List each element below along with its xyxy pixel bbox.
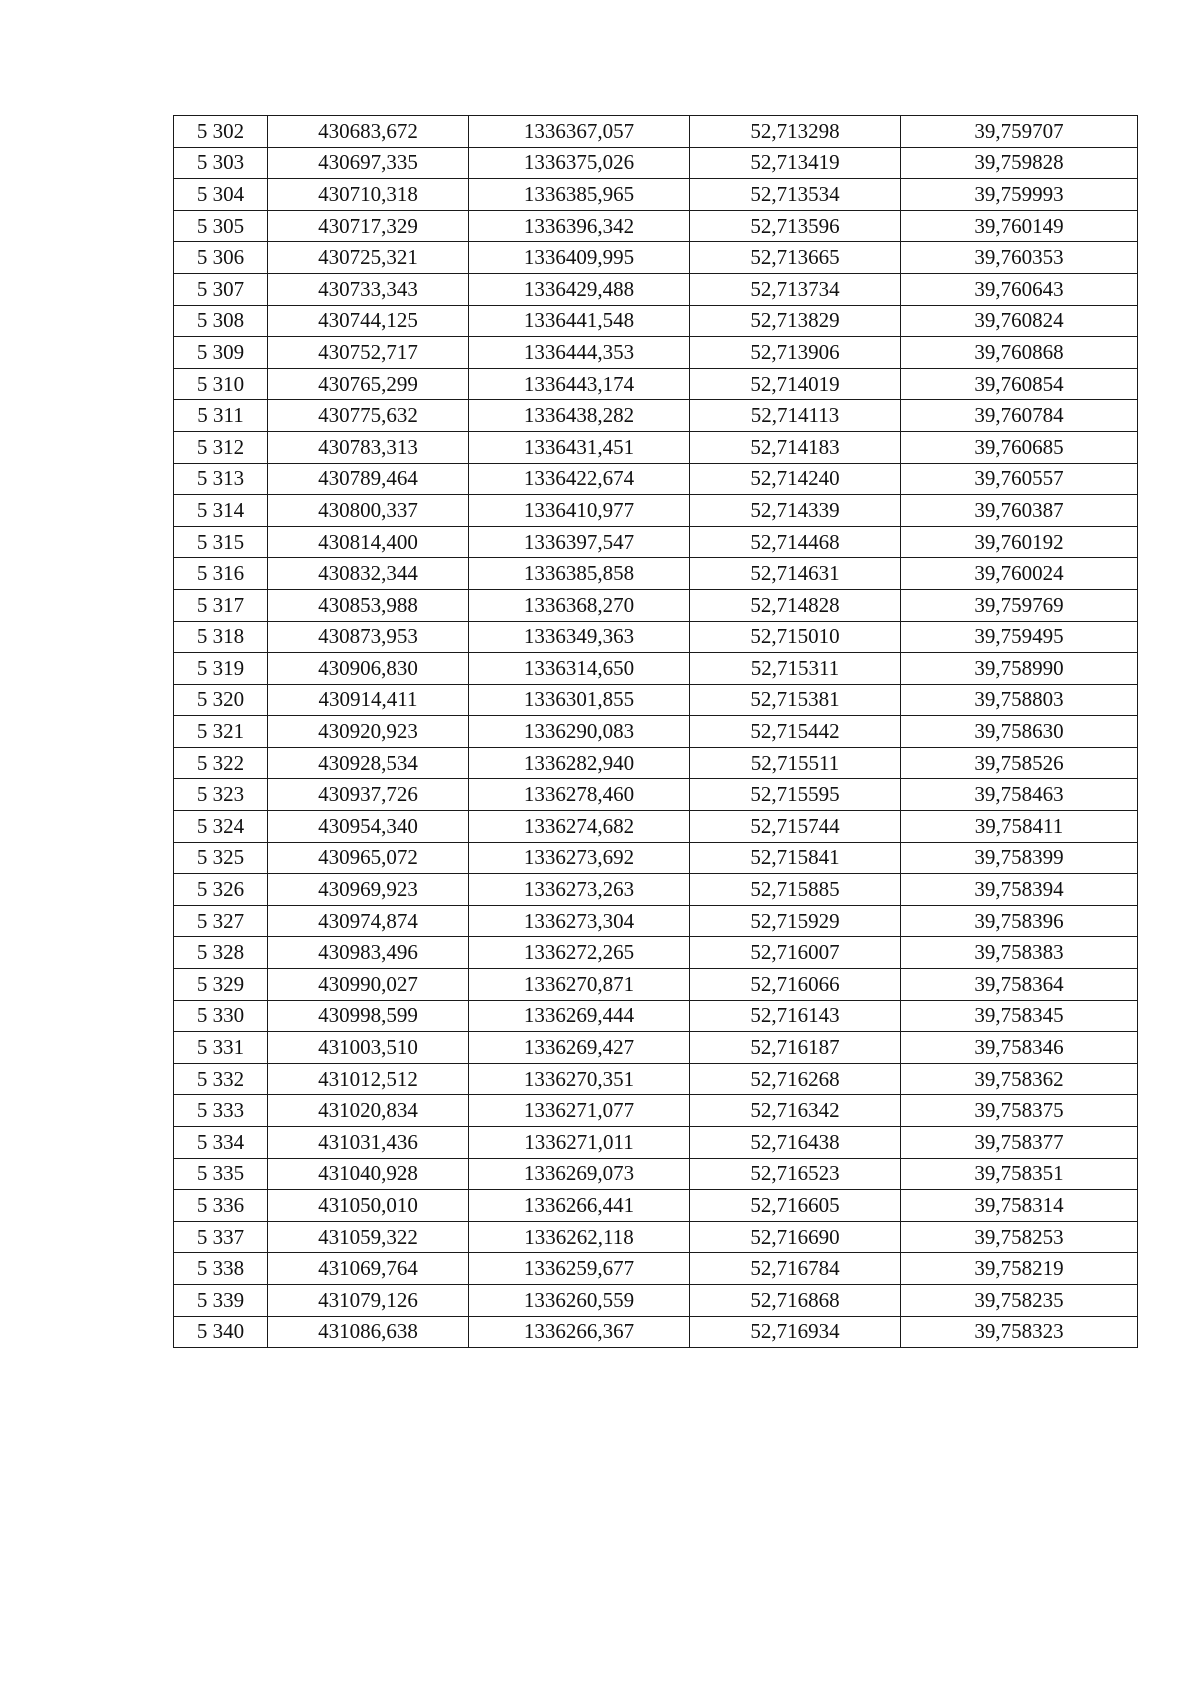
longitude-cell: 39,760557 [901,463,1138,495]
x-coordinate-cell: 430969,923 [268,874,469,906]
table-row [174,653,1138,685]
latitude-cell: 52,716143 [690,1000,901,1032]
y-coordinate-cell: 1336409,995 [469,242,690,274]
y-coordinate-cell: 1336349,363 [469,621,690,653]
latitude-cell: 52,716268 [690,1063,901,1095]
x-coordinate-cell: 430717,329 [268,210,469,242]
latitude-cell: 52,714631 [690,558,901,590]
point-number-cell: 5 315 [174,526,268,558]
point-number-cell: 5 332 [174,1063,268,1095]
latitude-cell: 52,715841 [690,842,901,874]
x-coordinate-cell: 430873,953 [268,621,469,653]
longitude-cell: 39,760868 [901,337,1138,369]
x-coordinate-cell: 430983,496 [268,937,469,969]
longitude-cell: 39,758362 [901,1063,1138,1095]
latitude-cell: 52,716438 [690,1127,901,1159]
point-number-cell: 5 334 [174,1127,268,1159]
point-number-cell: 5 330 [174,1000,268,1032]
y-coordinate-cell: 1336385,965 [469,179,690,211]
y-coordinate-cell: 1336260,559 [469,1284,690,1316]
x-coordinate-cell: 430906,830 [268,653,469,685]
point-number-cell: 5 318 [174,621,268,653]
longitude-cell: 39,759495 [901,621,1138,653]
point-number-cell: 5 312 [174,431,268,463]
x-coordinate-cell: 430697,335 [268,147,469,179]
point-number-cell: 5 321 [174,716,268,748]
table-row [174,1000,1138,1032]
longitude-cell: 39,760192 [901,526,1138,558]
coordinates-table [173,115,1138,1348]
latitude-cell: 52,713906 [690,337,901,369]
table-row [174,431,1138,463]
table-row [174,526,1138,558]
x-coordinate-cell: 430965,072 [268,842,469,874]
x-coordinate-cell: 431069,764 [268,1253,469,1285]
latitude-cell: 52,716934 [690,1316,901,1348]
longitude-cell: 39,758399 [901,842,1138,874]
y-coordinate-cell: 1336290,083 [469,716,690,748]
longitude-cell: 39,758377 [901,1127,1138,1159]
table-row [174,747,1138,779]
latitude-cell: 52,714468 [690,526,901,558]
point-number-cell: 5 324 [174,811,268,843]
longitude-cell: 39,758394 [901,874,1138,906]
latitude-cell: 52,713665 [690,242,901,274]
table-row [174,1221,1138,1253]
table-row [174,1127,1138,1159]
latitude-cell: 52,716523 [690,1158,901,1190]
longitude-cell: 39,758375 [901,1095,1138,1127]
longitude-cell: 39,758463 [901,779,1138,811]
y-coordinate-cell: 1336269,427 [469,1032,690,1064]
table-row [174,147,1138,179]
y-coordinate-cell: 1336278,460 [469,779,690,811]
table-row [174,1316,1138,1348]
latitude-cell: 52,715010 [690,621,901,653]
longitude-cell: 39,758803 [901,684,1138,716]
y-coordinate-cell: 1336270,871 [469,969,690,1001]
latitude-cell: 52,713298 [690,116,901,148]
point-number-cell: 5 307 [174,273,268,305]
table-row [174,558,1138,590]
point-number-cell: 5 316 [174,558,268,590]
latitude-cell: 52,715929 [690,905,901,937]
y-coordinate-cell: 1336431,451 [469,431,690,463]
x-coordinate-cell: 430800,337 [268,495,469,527]
latitude-cell: 52,715311 [690,653,901,685]
latitude-cell: 52,714240 [690,463,901,495]
latitude-cell: 52,715511 [690,747,901,779]
y-coordinate-cell: 1336259,677 [469,1253,690,1285]
table-row [174,1253,1138,1285]
y-coordinate-cell: 1336368,270 [469,589,690,621]
point-number-cell: 5 310 [174,368,268,400]
x-coordinate-cell: 430928,534 [268,747,469,779]
point-number-cell: 5 323 [174,779,268,811]
y-coordinate-cell: 1336443,174 [469,368,690,400]
x-coordinate-cell: 430832,344 [268,558,469,590]
latitude-cell: 52,715885 [690,874,901,906]
y-coordinate-cell: 1336422,674 [469,463,690,495]
point-number-cell: 5 304 [174,179,268,211]
table-row [174,210,1138,242]
table-row [174,116,1138,148]
table-row [174,1190,1138,1222]
x-coordinate-cell: 430765,299 [268,368,469,400]
longitude-cell: 39,758345 [901,1000,1138,1032]
longitude-cell: 39,758253 [901,1221,1138,1253]
point-number-cell: 5 336 [174,1190,268,1222]
table-row [174,368,1138,400]
x-coordinate-cell: 430853,988 [268,589,469,621]
x-coordinate-cell: 431012,512 [268,1063,469,1095]
longitude-cell: 39,758396 [901,905,1138,937]
table-row [174,400,1138,432]
point-number-cell: 5 338 [174,1253,268,1285]
x-coordinate-cell: 430752,717 [268,337,469,369]
longitude-cell: 39,758364 [901,969,1138,1001]
y-coordinate-cell: 1336375,026 [469,147,690,179]
latitude-cell: 52,716342 [690,1095,901,1127]
x-coordinate-cell: 431003,510 [268,1032,469,1064]
latitude-cell: 52,713829 [690,305,901,337]
y-coordinate-cell: 1336270,351 [469,1063,690,1095]
point-number-cell: 5 329 [174,969,268,1001]
longitude-cell: 39,758323 [901,1316,1138,1348]
y-coordinate-cell: 1336367,057 [469,116,690,148]
y-coordinate-cell: 1336396,342 [469,210,690,242]
y-coordinate-cell: 1336269,073 [469,1158,690,1190]
table-row [174,811,1138,843]
latitude-cell: 52,715381 [690,684,901,716]
x-coordinate-cell: 430937,726 [268,779,469,811]
x-coordinate-cell: 430683,672 [268,116,469,148]
latitude-cell: 52,714183 [690,431,901,463]
longitude-cell: 39,758346 [901,1032,1138,1064]
x-coordinate-cell: 430710,318 [268,179,469,211]
longitude-cell: 39,758411 [901,811,1138,843]
point-number-cell: 5 340 [174,1316,268,1348]
table-row [174,1095,1138,1127]
point-number-cell: 5 331 [174,1032,268,1064]
x-coordinate-cell: 431050,010 [268,1190,469,1222]
latitude-cell: 52,716066 [690,969,901,1001]
latitude-cell: 52,716690 [690,1221,901,1253]
point-number-cell: 5 303 [174,147,268,179]
x-coordinate-cell: 430990,027 [268,969,469,1001]
latitude-cell: 52,713596 [690,210,901,242]
point-number-cell: 5 328 [174,937,268,969]
longitude-cell: 39,760643 [901,273,1138,305]
longitude-cell: 39,758990 [901,653,1138,685]
point-number-cell: 5 311 [174,400,268,432]
latitude-cell: 52,714113 [690,400,901,432]
latitude-cell: 52,716605 [690,1190,901,1222]
x-coordinate-cell: 430744,125 [268,305,469,337]
table-row [174,273,1138,305]
y-coordinate-cell: 1336429,488 [469,273,690,305]
coordinates-table-body [174,116,1138,1348]
point-number-cell: 5 325 [174,842,268,874]
x-coordinate-cell: 430920,923 [268,716,469,748]
table-row [174,242,1138,274]
table-row [174,337,1138,369]
point-number-cell: 5 320 [174,684,268,716]
y-coordinate-cell: 1336271,077 [469,1095,690,1127]
y-coordinate-cell: 1336314,650 [469,653,690,685]
longitude-cell: 39,760024 [901,558,1138,590]
y-coordinate-cell: 1336397,547 [469,526,690,558]
table-row [174,937,1138,969]
point-number-cell: 5 327 [174,905,268,937]
y-coordinate-cell: 1336273,263 [469,874,690,906]
y-coordinate-cell: 1336266,367 [469,1316,690,1348]
table-row [174,589,1138,621]
x-coordinate-cell: 430814,400 [268,526,469,558]
table-row [174,716,1138,748]
table-row [174,179,1138,211]
y-coordinate-cell: 1336441,548 [469,305,690,337]
point-number-cell: 5 306 [174,242,268,274]
x-coordinate-cell: 430914,411 [268,684,469,716]
x-coordinate-cell: 430998,599 [268,1000,469,1032]
table-row [174,1284,1138,1316]
y-coordinate-cell: 1336271,011 [469,1127,690,1159]
table-row [174,842,1138,874]
point-number-cell: 5 302 [174,116,268,148]
point-number-cell: 5 333 [174,1095,268,1127]
table-row [174,1063,1138,1095]
latitude-cell: 52,715595 [690,779,901,811]
longitude-cell: 39,759993 [901,179,1138,211]
longitude-cell: 39,759828 [901,147,1138,179]
longitude-cell: 39,760854 [901,368,1138,400]
point-number-cell: 5 317 [174,589,268,621]
y-coordinate-cell: 1336282,940 [469,747,690,779]
x-coordinate-cell: 430789,464 [268,463,469,495]
x-coordinate-cell: 431086,638 [268,1316,469,1348]
point-number-cell: 5 308 [174,305,268,337]
longitude-cell: 39,760824 [901,305,1138,337]
y-coordinate-cell: 1336301,855 [469,684,690,716]
latitude-cell: 52,715744 [690,811,901,843]
y-coordinate-cell: 1336273,692 [469,842,690,874]
table-row [174,1032,1138,1064]
longitude-cell: 39,760149 [901,210,1138,242]
y-coordinate-cell: 1336262,118 [469,1221,690,1253]
table-row [174,905,1138,937]
latitude-cell: 52,716187 [690,1032,901,1064]
point-number-cell: 5 339 [174,1284,268,1316]
latitude-cell: 52,714828 [690,589,901,621]
table-row [174,1158,1138,1190]
table-row [174,969,1138,1001]
point-number-cell: 5 305 [174,210,268,242]
point-number-cell: 5 319 [174,653,268,685]
point-number-cell: 5 309 [174,337,268,369]
x-coordinate-cell: 430725,321 [268,242,469,274]
table-row [174,463,1138,495]
x-coordinate-cell: 430783,313 [268,431,469,463]
table-row [174,874,1138,906]
longitude-cell: 39,759707 [901,116,1138,148]
latitude-cell: 52,713419 [690,147,901,179]
table-row [174,305,1138,337]
y-coordinate-cell: 1336438,282 [469,400,690,432]
y-coordinate-cell: 1336269,444 [469,1000,690,1032]
x-coordinate-cell: 431059,322 [268,1221,469,1253]
point-number-cell: 5 313 [174,463,268,495]
longitude-cell: 39,758351 [901,1158,1138,1190]
point-number-cell: 5 326 [174,874,268,906]
longitude-cell: 39,760685 [901,431,1138,463]
y-coordinate-cell: 1336444,353 [469,337,690,369]
longitude-cell: 39,758219 [901,1253,1138,1285]
table-row [174,779,1138,811]
longitude-cell: 39,760387 [901,495,1138,527]
x-coordinate-cell: 430974,874 [268,905,469,937]
latitude-cell: 52,716868 [690,1284,901,1316]
latitude-cell: 52,716784 [690,1253,901,1285]
longitude-cell: 39,758630 [901,716,1138,748]
table-row [174,495,1138,527]
x-coordinate-cell: 431031,436 [268,1127,469,1159]
y-coordinate-cell: 1336410,977 [469,495,690,527]
longitude-cell: 39,758235 [901,1284,1138,1316]
table-row [174,684,1138,716]
longitude-cell: 39,758383 [901,937,1138,969]
latitude-cell: 52,715442 [690,716,901,748]
longitude-cell: 39,759769 [901,589,1138,621]
latitude-cell: 52,714019 [690,368,901,400]
y-coordinate-cell: 1336273,304 [469,905,690,937]
longitude-cell: 39,760353 [901,242,1138,274]
point-number-cell: 5 337 [174,1221,268,1253]
point-number-cell: 5 314 [174,495,268,527]
longitude-cell: 39,758314 [901,1190,1138,1222]
x-coordinate-cell: 431079,126 [268,1284,469,1316]
table-row [174,621,1138,653]
x-coordinate-cell: 430954,340 [268,811,469,843]
x-coordinate-cell: 430775,632 [268,400,469,432]
x-coordinate-cell: 431020,834 [268,1095,469,1127]
point-number-cell: 5 335 [174,1158,268,1190]
x-coordinate-cell: 431040,928 [268,1158,469,1190]
latitude-cell: 52,713534 [690,179,901,211]
y-coordinate-cell: 1336274,682 [469,811,690,843]
latitude-cell: 52,716007 [690,937,901,969]
y-coordinate-cell: 1336266,441 [469,1190,690,1222]
longitude-cell: 39,758526 [901,747,1138,779]
x-coordinate-cell: 430733,343 [268,273,469,305]
y-coordinate-cell: 1336385,858 [469,558,690,590]
latitude-cell: 52,713734 [690,273,901,305]
y-coordinate-cell: 1336272,265 [469,937,690,969]
longitude-cell: 39,760784 [901,400,1138,432]
point-number-cell: 5 322 [174,747,268,779]
latitude-cell: 52,714339 [690,495,901,527]
